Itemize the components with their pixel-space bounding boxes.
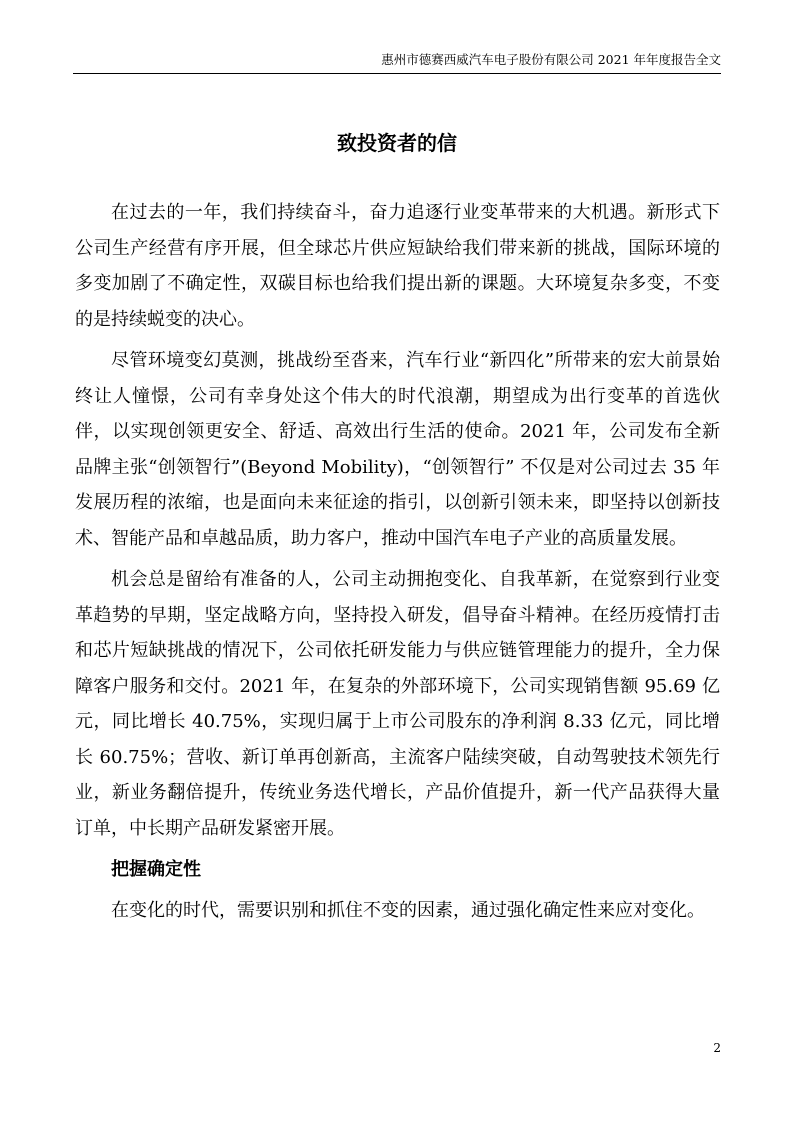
paragraph-1: 在过去的一年，我们持续奋斗，奋力追逐行业变革带来的大机遇。新形式下公司生产经营有序开展，但全球芯片供应短缺给我们带来新的挑战，国际环境的多变加剧了不确定性，双碳目标也给我们提出新的课题。大环境复杂多变，不变的是持续蜕变的决心。 xyxy=(75,202,720,330)
section-heading: 把握确定性 xyxy=(111,859,201,880)
body-content xyxy=(75,195,720,935)
header-divider xyxy=(73,73,721,74)
page-title: 致投资者的信 xyxy=(337,131,457,155)
paragraph-4: 在变化的时代，需要识别和抓住不变的因素，通过强化确定性来应对变化。 xyxy=(111,900,705,921)
page-number: 2 xyxy=(713,1041,721,1055)
paragraph-2: 尽管环境变幻莫测，挑战纷至沓来，汽车行业“新四化”所带来的宏大前景始终让人憧憬，公司有幸身处这个伟大的时代浪潮，期望成为出行变革的首选伙伴，以实现创领更安全、舒适、高效出行生活的使命。2021 年，公司发布全新品牌主张“创领智行”(Beyond Mobility)，“创领智行” 不仅是对公司过去 35 年发展历程的浓缩，也是面向未来征途的指引，以创新引领未来，即坚持以创新技术、智能产品和卓越品质，助力客户，推动中国汽车电子产业的高质量发展。 xyxy=(75,350,720,549)
paragraph-3: 机会总是留给有准备的人，公司主动拥抱变化、自我革新，在觉察到行业变革趋势的早期，坚定战略方向，坚持投入研发，倡导奋斗精神。在经历疫情打击和芯片短缺挑战的情况下，公司依托研发能力与供应链管理能力的提升，全力保障客户服务和交付。2021 年，在复杂的外部环境下，公司实现销售额 95.69 亿元，同比增长 40.75%，实现归属于上市公司股东的净利润 8.33 亿元，同比增长 60.75%；营收、新订单再创新高，主流客户陆续突破，自动驾驶技术领先行业，新业务翻倍提升，传统业务迭代增长，产品价值提升，新一代产品获得大量订单，中长期产品研发紧密开展。 xyxy=(75,569,720,839)
running-header: 惠州市德赛西威汽车电子股份有限公司 2021 年年度报告全文 xyxy=(381,52,721,67)
